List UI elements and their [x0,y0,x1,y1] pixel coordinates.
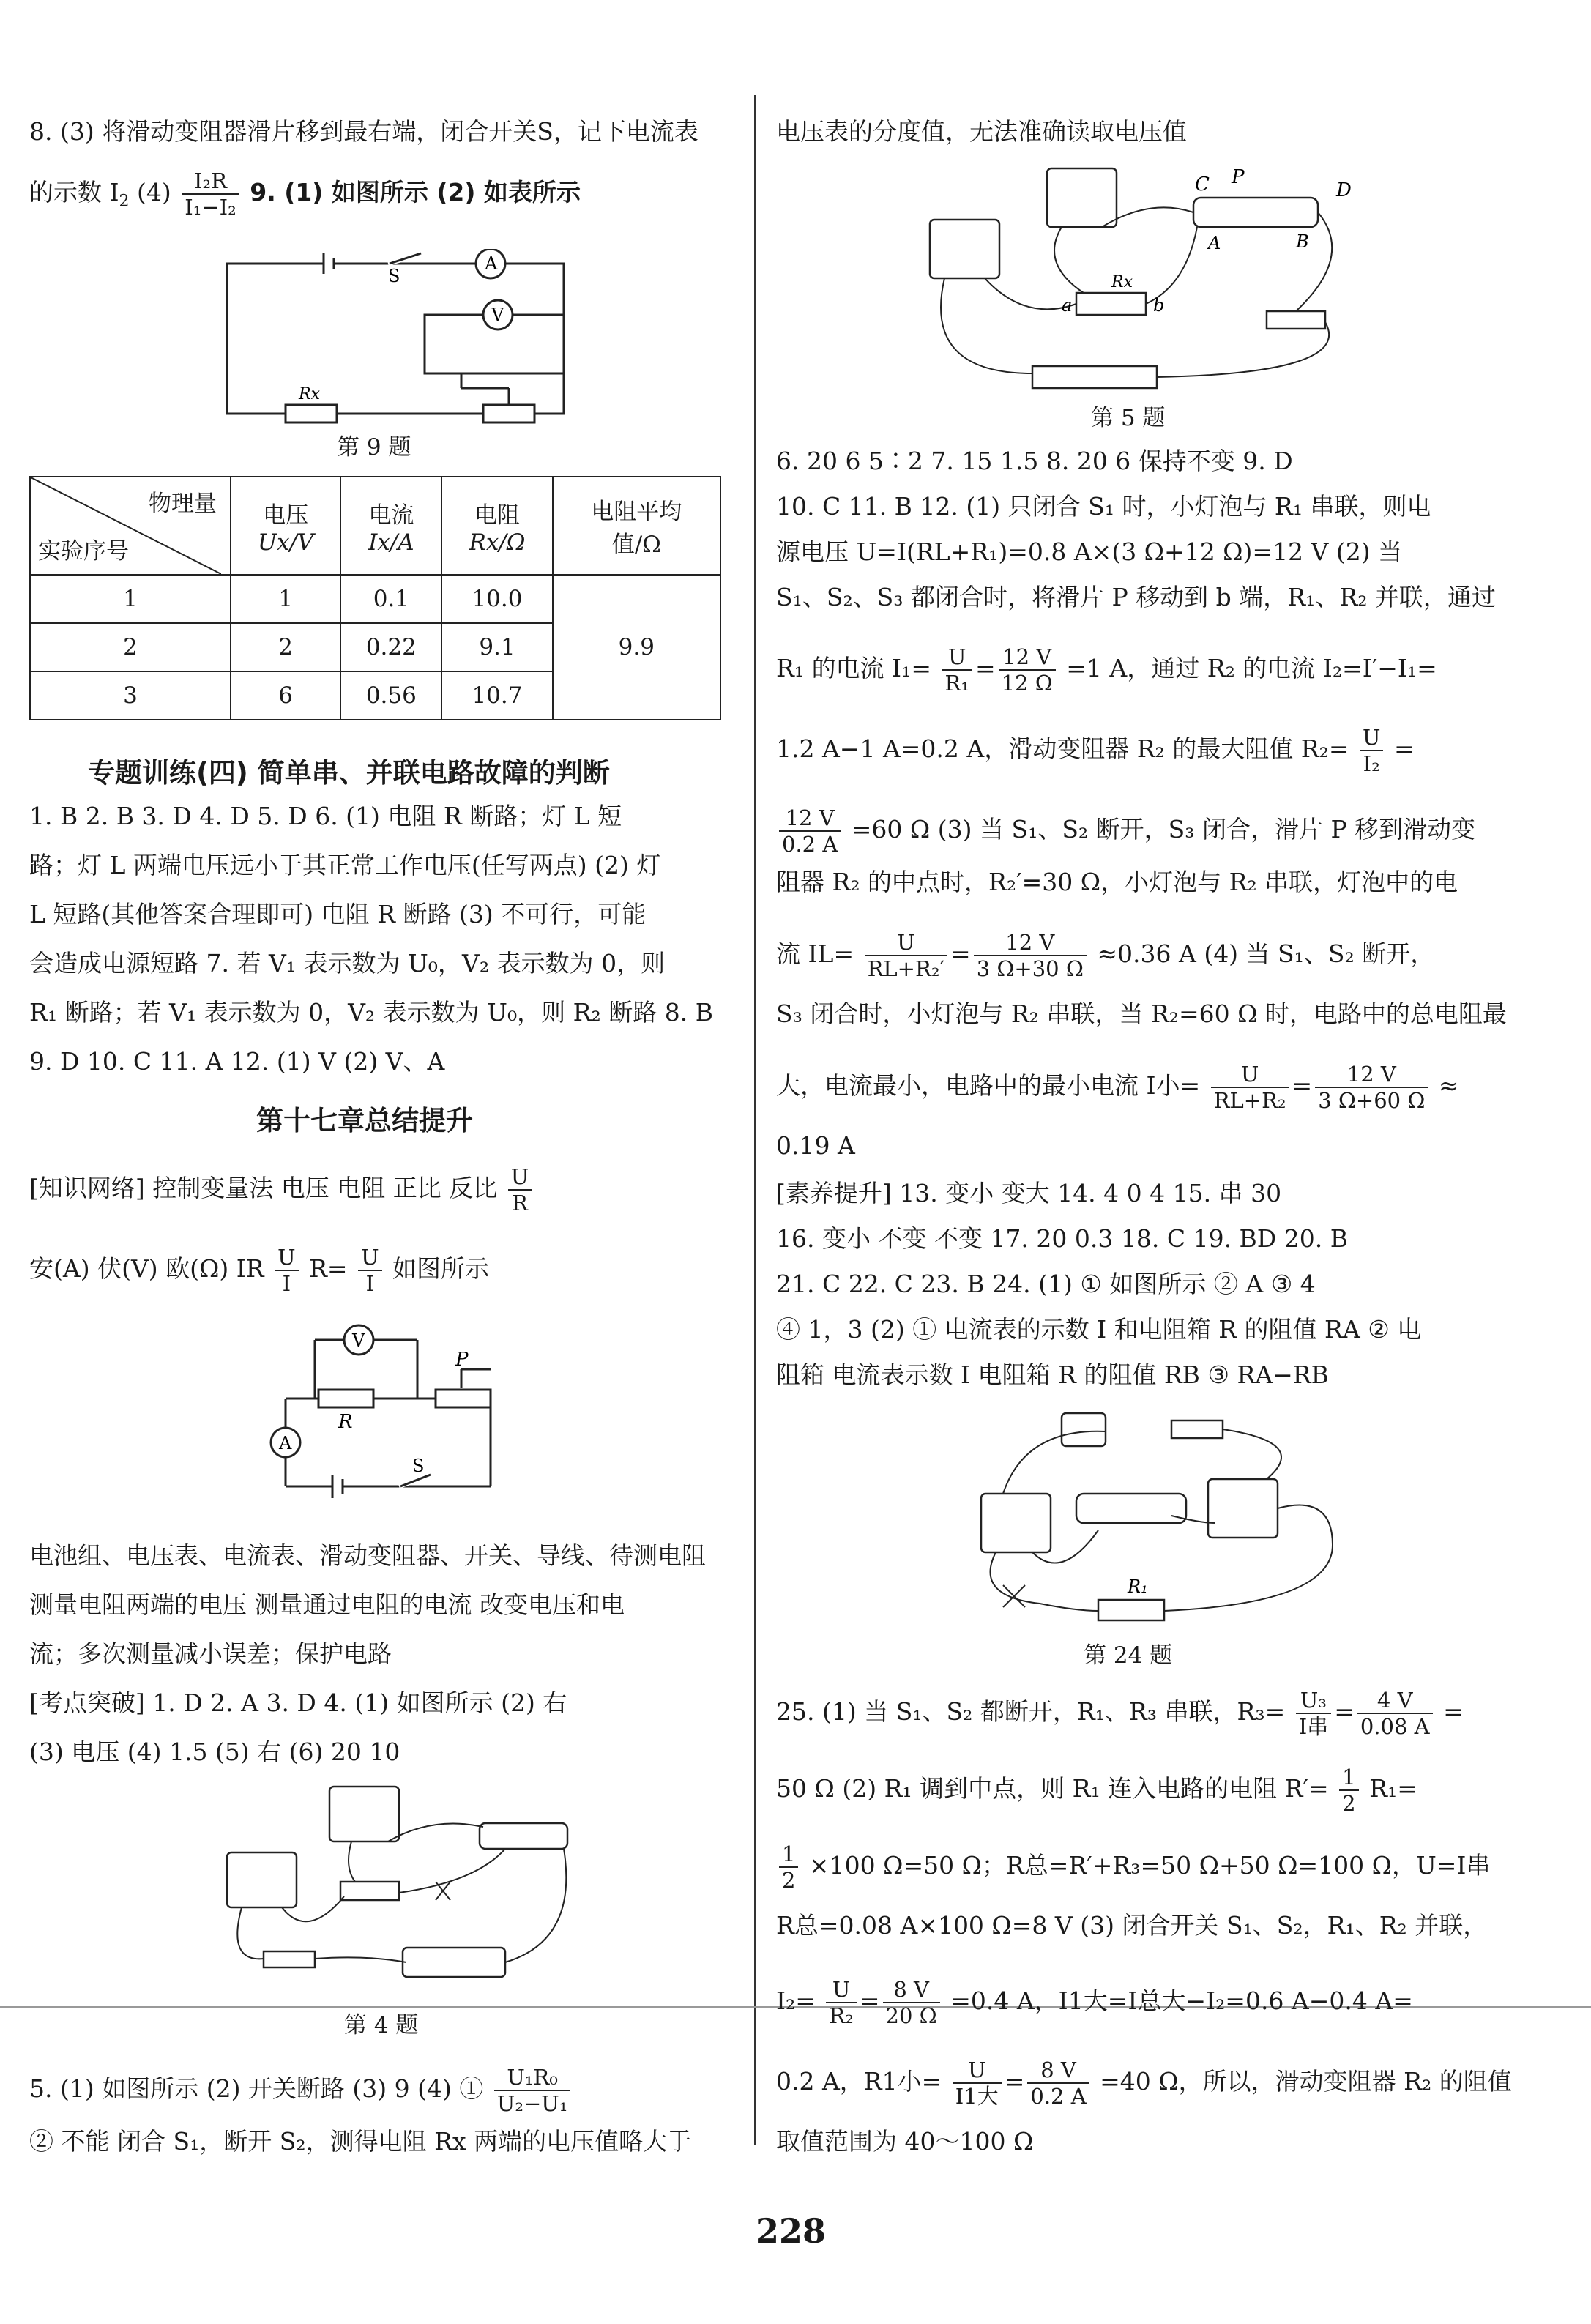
svg-text:S: S [412,1456,425,1476]
fig5-caption: 第 5 题 [1091,405,1166,431]
knowledge-text: 电池组、电压表、电流表、滑动变阻器、开关、导线、待测电阻 [29,1541,706,1570]
s4-line: 会造成电源短路 7. 若 V₁ 表示数为 U₀，V₂ 表示数为 0，则 [29,949,666,977]
svg-text:V: V [352,1330,365,1351]
r-line16: 21. C 22. C 23. B 24. (1) ① 如图所示 ② A ③ 4 [776,1270,1316,1298]
fig4-caption: 第 4 题 [344,2012,419,2038]
svg-text:A: A [1208,233,1221,253]
s4-line: L 短路(其他答案合理即可) 电阻 R 断路 (3) 不可行，可能 [29,900,647,928]
r-line18: 阻箱 电流表示数 I 电阻箱 R 的阻值 RB ③ RA−RB [776,1360,1329,1389]
s4-line: 9. D 10. C 11. A 12. (1) V (2) V、A [29,1047,445,1076]
section4-title: 专题训练(四) 简单串、并联电路故障的判断 [88,757,610,789]
r-line10: 流 IL= $\frac{U}{\text{RL+R₂′}}$ = $\frac{12 V}{3 \Omega+30 \Omega}$ ≈0.36 A (4) 当 S₁、S₂ 断开， [776,930,1435,981]
q8-line1: 8. (3) 将滑动变阻器滑片移到最右端，闭合开关S，记下电流表 [29,117,698,146]
s4-line: R₁ 断路；若 V₁ 表示数为 0，V₂ 表示数为 U₀，则 R₂ 断路 8. B [29,998,713,1027]
q5-line2: ② 不能 闭合 S₁，断开 S₂，测得电阻 Rx 两端的电压值略大于 [29,2127,692,2156]
page-number: 228 [756,2211,827,2251]
r-line23: I₂= $\frac{U}{\text{R₂}}$ = $\frac{8 V}{20 \Omega}$ =0.4 A，I1大=I总大−I₂=0.6 A−0.4 A= [776,1977,1413,2028]
knowledge-text: 测量电阻两端的电压 测量通过电阻的电流 改变电压和电 [29,1590,625,1619]
fig24-caption: 第 24 题 [1084,1642,1173,1669]
table-average-value: 9.9 [553,575,720,720]
r-line12: 大，电流最小，电路中的最小电流 I小= $\frac{U}{\text{RL+R₂}}$ = $\frac{12 V}{3 \Omega+60 \Omega}$ ≈ [776,1062,1459,1113]
r-line13: 0.19 A [776,1131,855,1160]
svg-text:R: R [338,1411,353,1433]
fig4-apparatus [198,1772,593,1999]
svg-text:a: a [1062,295,1073,316]
r-line1: 电压表的分度值，无法准确读取电压值 [776,117,1187,146]
fig9-label-v: V [491,305,504,325]
r-line25: 取值范围为 40～100 Ω [776,2127,1034,2156]
r-line9: 阻器 R₂ 的中点时，R₂′=30 Ω，小灯泡与 R₂ 串联，灯泡中的电 [776,868,1458,896]
r-line17: ④ 1，3 (2) ① 电流表的示数 I 和电阻箱 R 的阻值 RA ② 电 [776,1315,1422,1344]
r-line21: $\frac{1}{2}$ ×100 Ω=50 Ω；R总=R′+R₃=50 Ω+50 Ω=100 Ω，U=I串 [776,1841,1490,1893]
knowledge-text: 流；多次测量减小误差；保护电路 [29,1639,392,1668]
svg-text:A: A [279,1433,292,1453]
svg-text:B: B [1296,231,1309,252]
svg-text:P: P [455,1349,469,1371]
svg-text:P: P [1232,166,1245,188]
fig5-apparatus [915,154,1384,395]
svg-text:D: D [1336,179,1352,201]
r-line4: 源电压 U=I(RL+R₁)=0.8 A×(3 Ω+12 Ω)=12 V (2) 当 [776,537,1403,566]
fig24-apparatus [952,1399,1362,1633]
knowledge-circuit [256,1318,520,1508]
q5-line1: 5. (1) 如图所示 (2) 开关断路 (3) 9 (4) ① $\frac{\text{U₁R₀}}{\text{U₂−U₁}}$ [29,2065,573,2116]
table-header-current: 电流 Ix/A [340,477,441,575]
table-header-average: 电阻平均 值/Ω [553,477,720,575]
data-table [29,476,721,720]
svg-text:C: C [1195,174,1210,195]
r-line6: R₁ 的电流 I₁= $\frac{U}{\text{R₁}}$ = $\frac{12 V}{12 \Omega}$ =1 A，通过 R₂ 的电流 I₂=I′−I₁= [776,644,1437,696]
r-line2: 6. 20 6 5∶2 7. 15 1.5 8. 20 6 保持不变 9. D [776,447,1293,475]
knowledge-line1: [知识网络] 控制变量法 电压 电阻 正比 反比 $\frac{U}{R}$ [29,1164,534,1215]
r-line24: 0.2 A，R1小= $\frac{U}{\text{I1大}}$ = $\frac{8 V}{0.2 A}$ =40 Ω，所以，滑动变阻器 R₂ 的阻值 [776,2057,1512,2109]
table-row: 2 2 0.22 9.1 [30,623,720,671]
svg-text:Rx: Rx [1111,273,1133,291]
table-header-resistance: 电阻 Rx/Ω [441,477,552,575]
fig24-label-r1: R₁ [1128,1576,1148,1597]
r-line11: S₃ 闭合时，小灯泡与 R₂ 串联，当 R₂=60 Ω 时，电路中的总电阻最 [776,999,1507,1028]
r-line19: 25. (1) 当 S₁、S₂ 都断开，R₁、R₃ 串联，R₃= $\frac{\text{U₃}}{\text{I串}}$ = $\frac{4 V}{0.08 A}$ = [776,1688,1464,1739]
table-header-voltage: 电压 Ux/V [231,477,340,575]
knowledge-line2: 安(A) 伏(V) 欧(Ω) IR $\frac{U}{I}$ R= $\frac{U}{I}$ 如图所示 [29,1245,490,1296]
s4-line: 路；灯 L 两端电压远小于其正常工作电压(任写两点) (2) 灯 [29,851,661,879]
q8-fraction: $\frac{\text{I₂R}}{\text{I₁−I₂}}$ [182,168,239,220]
q8-line2: 的示数 $I_2$ (4) $\frac{\text{I₂R}}{\text{I₁−I₂}}$ 9. (1) 如图所示 (2) 如表所示 [29,168,581,220]
r-line20: 50 Ω (2) R₁ 调到中点，则 R₁ 连入电路的电阻 R′= $\frac{1}{2}$ R₁= [776,1765,1417,1816]
s4-line: 1. B 2. B 3. D 4. D 5. D 6. (1) 电阻 R 断路；灯 L 短 [29,802,622,830]
svg-text:b: b [1153,295,1165,316]
r-line22: R总=0.08 A×100 Ω=8 V (3) 闭合开关 S₁、S₂，R₁、R₂ 并联， [776,1911,1488,1940]
table-corner: 物理量 实验序号 [30,477,231,575]
table-row: 3 6 0.56 10.7 [30,671,720,720]
kaodian-line2: (3) 电压 (4) 1.5 (5) 右 (6) 20 10 [29,1738,400,1766]
r-line15: 16. 变小 不变 不变 17. 20 0.3 18. C 19. BD 20. B [776,1224,1348,1253]
fig9-label-rx: Rx [299,385,320,403]
fig9-label-s: S [388,266,400,286]
chapter-title: 第十七章总结提升 [256,1105,473,1136]
column-divider [754,95,756,2145]
fig9-caption: 第 9 题 [337,434,411,461]
kaodian-line1: [考点突破] 1. D 2. A 3. D 4. (1) 如图所示 (2) 右 [29,1688,567,1717]
r-line14: [素养提升] 13. 变小 变大 14. 4 0 4 15. 串 30 [776,1179,1282,1207]
fig9-label-a: A [485,253,498,274]
r-line3: 10. C 11. B 12. (1) 只闭合 S₁ 时，小灯泡与 R₁ 串联，则电 [776,492,1431,521]
fig9-circuit [220,249,571,425]
r-line8: $\frac{12 V}{0.2 A}$ =60 Ω (3) 当 S₁、S₂ 断开，S₃ 闭合，滑片 P 移到滑动变 [776,805,1475,857]
r-line5: S₁、S₂、S₃ 都闭合时，将滑片 P 移动到 b 端，R₁、R₂ 并联，通过 [776,583,1496,611]
r-line7: 1.2 A−1 A=0.2 A，滑动变阻器 R₂ 的最大阻值 R₂= $\frac{U}{\text{I₂}}$ = [776,725,1415,776]
table-row: 1 1 0.1 10.0 9.9 [30,575,720,623]
